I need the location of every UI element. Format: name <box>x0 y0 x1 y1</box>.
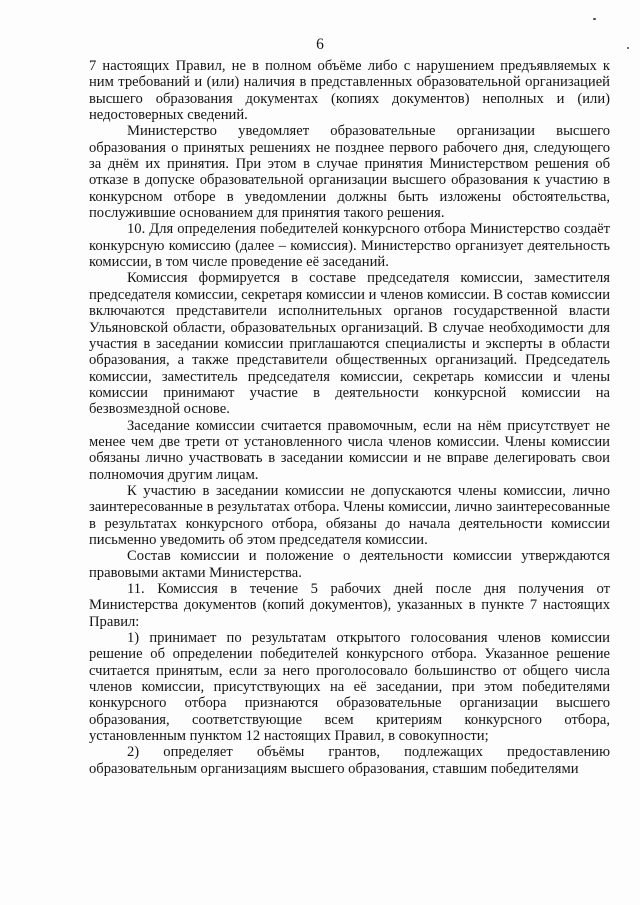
document-body <box>89 58 610 777</box>
page-number: 6 <box>316 36 324 53</box>
paragraph-continuation: 7 настоящих Правил, не в полном объёме либо с нарушением предъявляемых к ним требований и (или) наличия в представленных образовательной организацией высшего образования документах (копиях документов) неполных и (или) недостоверных сведений. <box>89 58 610 124</box>
paragraph-commission-composition: Комиссия формируется в составе председателя комиссии, заместителя председателя комиссии, секретаря комиссии и членов комиссии. В состав комиссии включаются представители исполнительных органов государственной власти Ульяновской области, образовательных организаций. В случае необходимости для участия в заседании комиссии приглашаются специалисты и эксперты в области образования, а также представители общественных организаций. Председатель комиссии, заместитель председателя комиссии, секретарь комиссии и члены комиссии принимают участие в деятельности конкурсной комиссии на безвозмездной основе. <box>89 270 610 418</box>
paragraph-clause-10: 10. Для определения победителей конкурсного отбора Министерство создаёт конкурсную комиссию (далее – комиссия). Министерство организует деятельность комиссии, в том числе проведение её заседаний. <box>89 221 610 271</box>
paragraph-quorum: Заседание комиссии считается правомочным, если на нём присутствует не менее чем две трети от установленного числа членов комиссии. Члены комиссии обязаны лично участвовать в заседании комиссии и не вправе делегировать свои полномочия другим лицам. <box>89 417 610 483</box>
list-item-1: 1) принимает по результатам открытого голосования членов комиссии решение об определении победителей конкурсного отбора. Указанное решение считается принятым, если за него проголосовало большинство от общего числа членов комиссии, присутствующих на её заседании, при этом победителями конкурсного отбора признаются образовательные организации высшего образования, соответствующие всем критериям конкурсного отбора, установленным пунктом 12 настоящих Правил, в совокупности; <box>89 630 610 745</box>
scan-speck <box>593 18 596 20</box>
paragraph-commission-approval: Состав комиссии и положение о деятельности комиссии утверждаются правовыми актами Министерства. <box>89 548 610 581</box>
scan-speck <box>627 47 629 49</box>
paragraph-notification: Министерство уведомляет образовательные организации высшего образования о принятых решениях не позднее первого рабочего дня, следующего за днём их принятия. При этом в случае принятия Министерством решения об отказе в допуске образовательной организации высшего образования к участию в конкурсном отборе в уведомлении должны быть изложены обстоятельства, послужившие основанием для принятия такого решения. <box>89 123 610 222</box>
paragraph-conflict-of-interest: К участию в заседании комиссии не допускаются члены комиссии, лично заинтересованные в результатах отбора. Члены комиссии, лично заинтересованные в результатах конкурсного отбора, обязаны до начала деятельности комиссии письменно уведомить об этом председателя комиссии. <box>89 482 610 548</box>
paragraph-clause-11: 11. Комиссия в течение 5 рабочих дней после дня получения от Министерства документов (копий документов), указанных в пункте 7 настоящих Правил: <box>89 581 610 630</box>
list-item-2: 2) определяет объёмы грантов, подлежащих предоставлению образовательным организациям высшего образования, ставшим победителями <box>89 744 610 777</box>
